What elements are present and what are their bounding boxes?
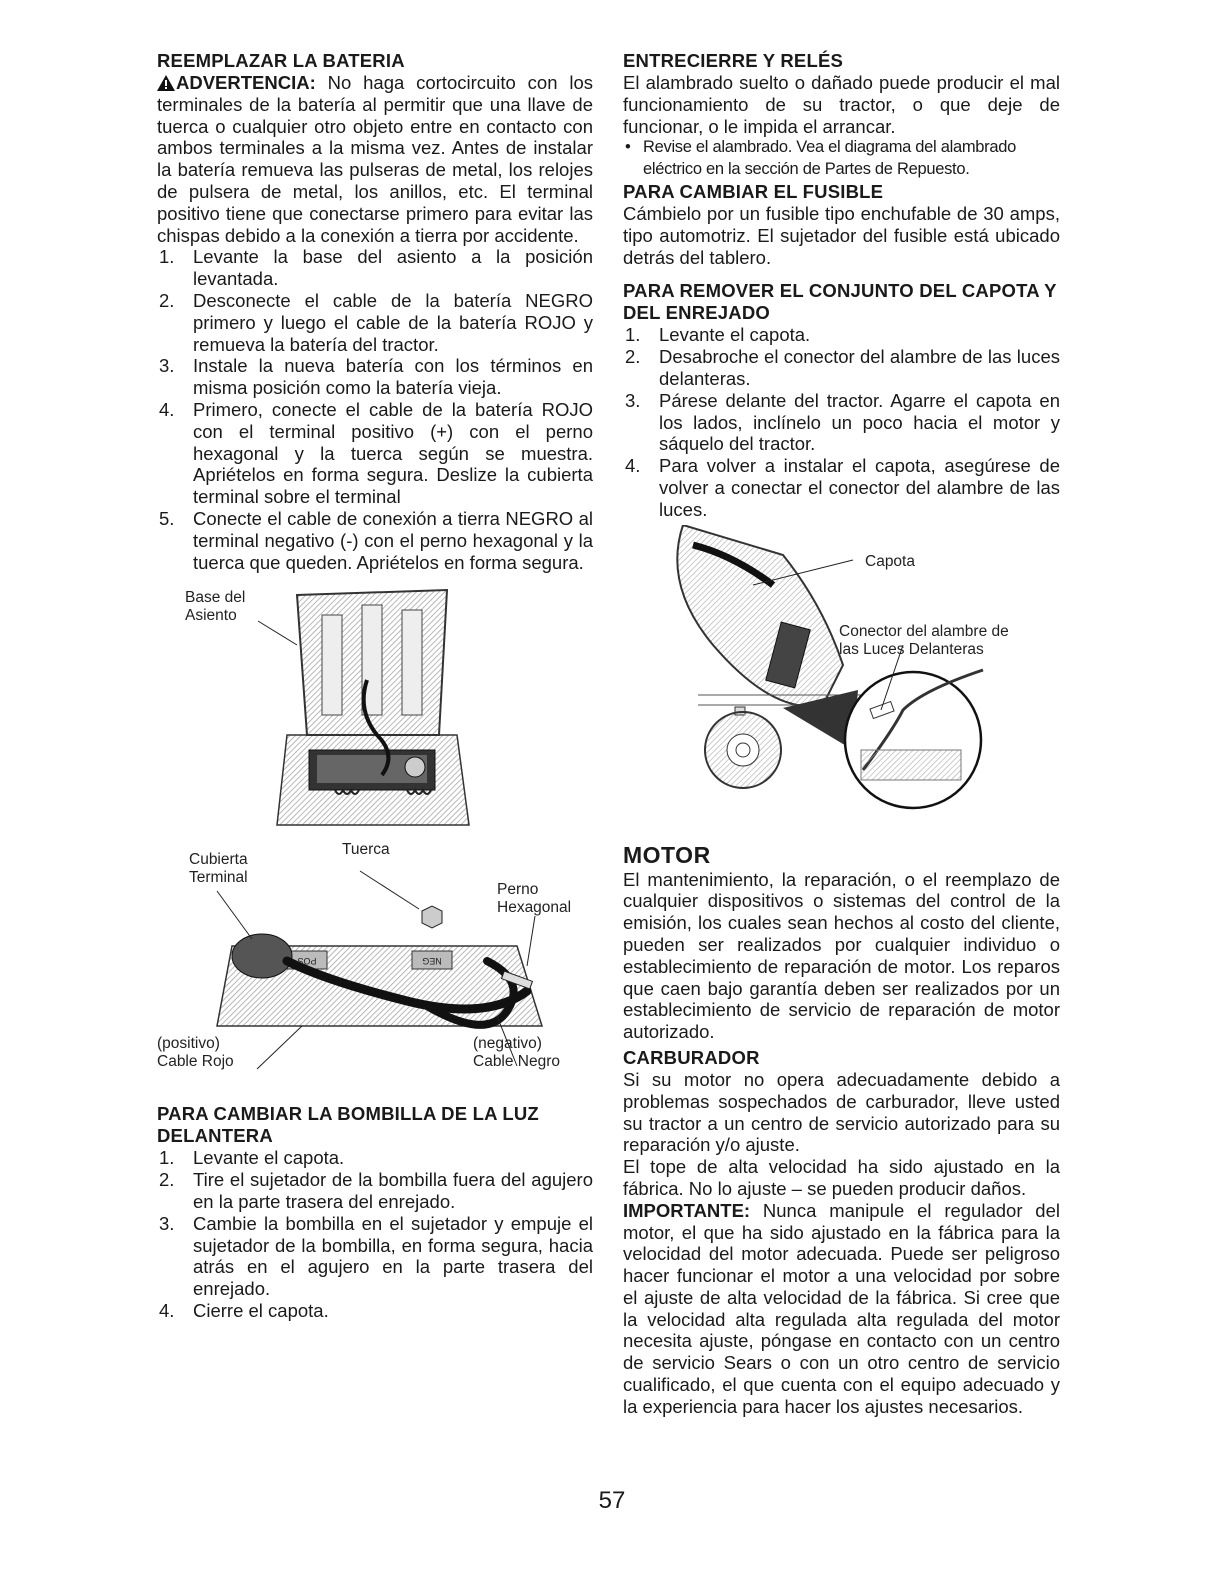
relays-bullets — [623, 137, 1060, 181]
list-item: 5. Conecte el cable de conexión a tierra NEGRO al terminal negativo (-) con el perno hexagonal y la tuerca que queden. Apriételos en forma segura. — [159, 507, 593, 573]
hood-section-title: PARA REMOVER EL CONJUNTO DEL CAPOTA Y DEL ENREJADO — [623, 280, 1057, 324]
label-nut: Tuerca — [342, 841, 390, 859]
left-column — [157, 50, 593, 1322]
list-item: 3. Párese delante del tractor. Agarre el capota en los lados, inclínelo un poco hacia el motor y sáquelo del tractor. — [625, 389, 1060, 455]
hood-illustration — [623, 525, 1060, 835]
list-item: 2. Desconecte el cable de la batería NEGRO primero y luego el cable de la batería ROJO y remueva la batería del tractor. — [159, 289, 593, 355]
bulb-steps-list — [157, 1147, 593, 1321]
warning-text: No haga cortocircuito con los terminales de la batería al permitir que una llave de tuerca o cualquier otro objeto entre en contacto con ambos terminales a la misma vez. Antes de instalar la batería remueva las pulseras de metal, los relojes de pulsera de metal, los anillos, etc. El terminal positivo tiene que conectarse primero para evitar las chispas debido a la conexión a tierra por accidente. — [157, 72, 593, 246]
terminal-cover — [232, 934, 292, 978]
list-item: • Revise el alambrado. Vea el diagrama del alambrado eléctrico en la sección de Partes de Repuesto. — [625, 138, 1016, 179]
list-item: 1. Levante el capota. — [159, 1147, 345, 1169]
label-hex-bolt-line2: Hexagonal — [497, 899, 572, 917]
hood-steps-list — [623, 324, 1060, 520]
warning-triangle-icon — [157, 74, 175, 90]
list-item: 3. Instale la nueva batería con los términos en misma posición como la batería vieja. — [159, 355, 593, 399]
list-item: 1. Levante el capota. — [625, 324, 811, 346]
label-connector-line2: las Luces Delanteras — [839, 640, 984, 658]
label-black-cable: Cable Negro — [473, 1053, 561, 1071]
list-item: 2. Desabroche el conector del alambre de las luces delanteras. — [625, 346, 1060, 389]
list-item: 4. Cierre el capota. — [159, 1299, 329, 1321]
motor-section-title: MOTOR — [623, 841, 711, 868]
label-red-cable: Cable Rojo — [157, 1053, 234, 1071]
label-hex-bolt-line1: Perno — [497, 881, 539, 899]
important-text: Nunca manipule el regulador del motor, el que ha sido ajustado en la fábrica para la velocidad del motor adecuada. Puede ser peligroso hacer funcionar el motor a una velocidad por sobre el ajuste de alta velocidad de la fábrica. Si cree que la velocidad alta regulada alta regulada del motor necesita ajuste, póngase en contacto con un centro de servicio Sears o con un otro centro de servicio cualificado, el que cuenta con el equipo adecuado y la experiencia para hacer los ajustes necesarios. — [623, 1199, 1060, 1417]
battery-steps-list — [157, 246, 593, 573]
label-positive: (positivo) — [157, 1035, 220, 1053]
relays-section-title: ENTRECIERRE Y RELÉS — [623, 50, 844, 71]
label-hood: Capota — [865, 552, 915, 570]
list-item: 2. Tire el sujetador de la bombilla fuera del agujero en la parte trasera del enrejado. — [159, 1169, 593, 1212]
battery-warning — [157, 72, 593, 246]
list-item: 4. Para volver a instalar el capota, asegúrese de volver a conectar el conector del alambre de las luces. — [625, 455, 1060, 520]
motor-text: El mantenimiento, la reparación, o el reemplazo de cualquier dispositivos o sistemas del control de la emisión, los cuales sean hechos al costo del cliente, pueden ser realizados por cualquier individuo o establecimiento de reparación de motor. Los reparos que caen bajo garantía deben ser realizados por un establecimiento de servicio de reparación de motor autorizado. — [623, 868, 1060, 1043]
hood-figure — [623, 525, 1060, 835]
important-note — [623, 1200, 1060, 1418]
seat-base-figure — [157, 585, 593, 847]
battery-terminal-figure — [157, 841, 593, 1097]
battery-section-title: REEMPLAZAR LA BATERIA — [157, 50, 405, 71]
fuse-text: Cámbielo por un fusible tipo enchufable de 30 amps, tipo automotriz. El sujetador del fusible está ubicado detrás del tablero. — [623, 202, 1060, 268]
fuse-section-title: PARA CAMBIAR EL FUSIBLE — [623, 180, 884, 202]
carburetor-text-2: El tope de alta velocidad ha sido ajustado en la fábrica. No lo ajuste – se pueden producir daños. — [623, 1156, 1060, 1199]
important-label: IMPORTANTE: — [623, 1199, 751, 1221]
label-negative: (negativo) — [473, 1035, 542, 1053]
list-item: 1. Levante la base del asiento a la posición levantada. — [159, 246, 593, 290]
terminal-pos-text: POS — [297, 956, 317, 967]
page-number: 57 — [598, 1487, 626, 1514]
label-terminal-cover-line2: Terminal — [189, 869, 248, 887]
warning-label: ADVERTENCIA: — [176, 72, 316, 93]
carburetor-text-1: Si su motor no opera adecuadamente debido a problemas sospechados de carburador, lleve usted su tractor a un centro de servicio autorizado para su reparación y/o ajuste. — [623, 1068, 1060, 1156]
relays-text: El alambrado suelto o dañado puede producir el mal funcionamiento de su tractor, o que deje de funcionar, o le impida el arrancar. — [623, 72, 1060, 137]
label-terminal-cover-line1: Cubierta — [189, 851, 248, 869]
right-column — [623, 50, 1060, 1418]
list-item: 3. Cambie la bombilla en el sujetador y empuje el sujetador de la bombilla, en forma segura, hacia atrás en el agujero en la parte trasera del enrejado. — [159, 1212, 593, 1300]
bulb-section-title: PARA CAMBIAR LA BOMBILLA DE LA LUZ DELANTERA — [157, 1103, 539, 1147]
label-seat-base-line2: Asiento — [185, 607, 237, 625]
carburetor-section-title: CARBURADOR — [623, 1046, 760, 1068]
label-seat-base-line1: Base del — [185, 589, 246, 607]
label-connector-line1: Conector del alambre de — [839, 622, 1009, 640]
list-item: 4. Primero, conecte el cable de la batería ROJO con el terminal positivo (+) con el perno hexagonal y la tuerca según se muestra. Apriételos en forma segura. Deslize la cubierta terminal sobre el terminal — [159, 398, 593, 508]
terminal-neg-text: NEG — [422, 956, 442, 967]
